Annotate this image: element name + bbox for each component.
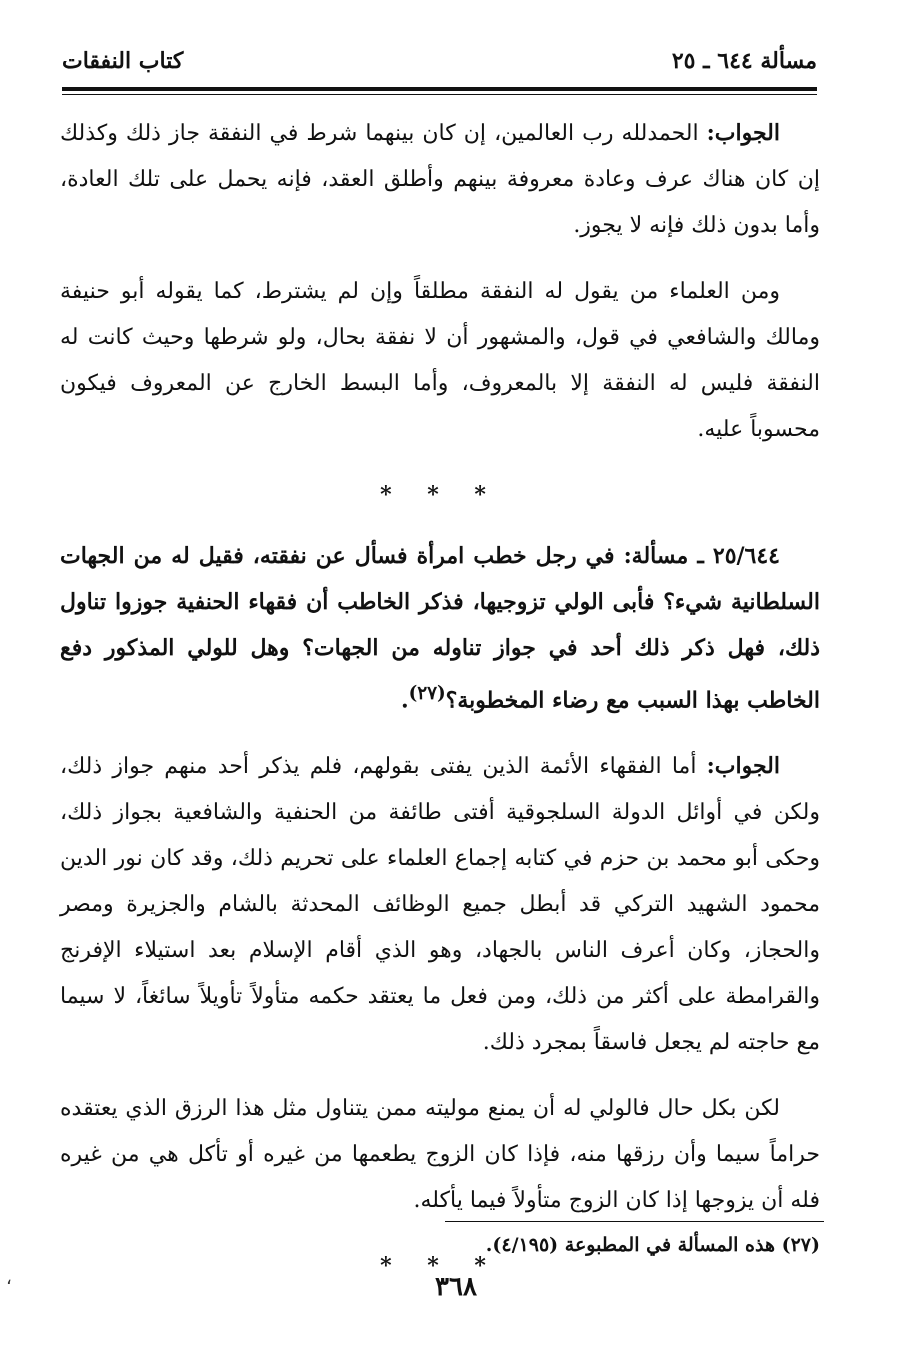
- footnote: (٢٧) هذه المسألة في المطبوعة (٤/١٩٥).: [485, 1234, 820, 1256]
- main-text: [60, 110, 820, 1304]
- section-separator: * * *: [380, 482, 500, 508]
- footnote-ref: (٢٧): [408, 683, 446, 704]
- answer-label-2: الجواب:: [706, 753, 780, 780]
- header-rule-thin: [62, 94, 817, 95]
- answer-text-2: أما الفقهاء الأئمة الذين يفتى بقولهم، فلم يذكر أحد منهم جواز ذلك، ولكن في أوائل الدولة السلجوقية أفتى طائفة من الحنفية والشافعية بجواز ذلك، وحكى أبو محمد بن حزم في كتابه إجماع العلماء على تحريم ذلك، وقد كان نور الدين محمود الشهيد التركي قد أبطل جميع الوظائف المحدثة بالشام والجزيرة ومصر والحجاز، وكان أعرف الناس بالجهاد، وهو الذي أقام الإسلام بعد استيلاء الإفرنج والقرامطة على أكثر من ذلك، ومن فعل ما يعتقد حكمه متأولاً تأويلاً سائغاً، لا سيما مع حاجته لم يجعل فاسقاً بمجرد ذلك.: [60, 754, 820, 1056]
- answer-text: الحمدلله رب العالمين، إن كان بينهما شرط في النفقة جاز ذلك وكذلك إن كان هناك عرف وعادة معروفة بينهم وأطلق العقد، فإنه يحمل على تلك العادة، وأما بدون ذلك فإنه لا يجوز.: [60, 121, 820, 238]
- answer-label: الجواب:: [706, 120, 780, 146]
- answer-paragraph-1: [60, 110, 820, 249]
- header-rule-thick: [62, 87, 817, 91]
- paragraph-2: [60, 269, 820, 453]
- question-label: ٢٥/٦٤٤ ـ مسألة:: [623, 543, 780, 569]
- paragraph-2-text: ومن العلماء من يقول له النفقة مطلقاً وإن لم يشترط، كما يقوله أبو حنيفة ومالك والشافعي في قول، والمشهور أن لا نفقة بحال، ولو شرطها وحيث كانت له النفقة فليس له النفقة إلا بالمعروف، وأما البسط الخارج عن المعروف فيكون محسوباً عليه.: [60, 279, 820, 442]
- question-text: في رجل خطب امرأة فسأل عن نفقته، فقيل له من الجهات السلطانية شيء؟ فأبى الولي تزوجيها، فذكر الخاطب أن فقهاء الحنفية جوزوا تناول ذلك، فهل ذكر ذلك أحد في جواز تناوله من الجهات؟ وهل للولي المذكور دفع الخاطب بهذا السبب مع رضاء المخطوبة؟: [60, 543, 820, 714]
- running-header: [62, 40, 817, 82]
- footnote-rule: [445, 1221, 824, 1222]
- section-separator-2: * * *: [380, 1253, 500, 1280]
- margin-mark: ،: [6, 1268, 12, 1289]
- paragraph-4: [60, 1086, 820, 1224]
- question-paragraph: ٢٥/٦٤٤ ـ مسألة: في رجل خطب امرأة فسأل عن نفقته، فقيل له من الجهات السلطانية شيء؟ فأبى الولي تزوجيها، فذكر الخاطب أن فقهاء الحنفية جوزوا تناول ذلك، فهل ذكر ذلك أحد في جواز تناوله من الجهات؟ وهل للولي المذكور دفع الخاطب بهذا السبب مع رضاء المخطوبة؟$^{(٢٧)}$.: [60, 543, 820, 714]
- page-number: ٣٦٨: [435, 1272, 477, 1302]
- header-book-title: كتاب النفقات: [62, 48, 184, 74]
- answer-paragraph-2: [60, 743, 820, 1066]
- header-section-number: مسألة ٦٤٤ ـ ٢٥: [671, 48, 817, 74]
- paragraph-4-text: لكن بكل حال فالولي له أن يمنع موليته ممن يتناول مثل هذا الرزق الذي يعتقده حراماً سيما وأن رزقها منه، فإذا كان الزوج يطعمها من غيره أو تأكل هي من غيره فله أن يزوجها إذا كان الزوج متأولاً فيما يأكله.: [60, 1096, 820, 1214]
